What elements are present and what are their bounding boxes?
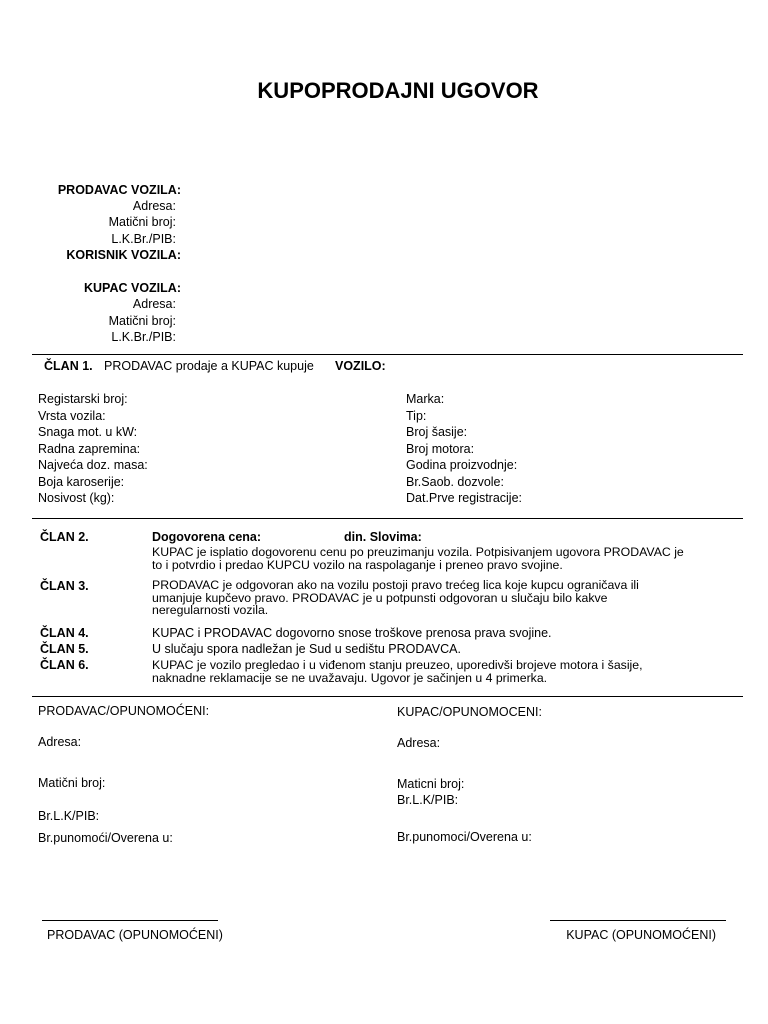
vehicle-left-field: Boja karoserije: [38,475,125,489]
seller-id-label: Matični broj: [108,215,176,229]
seller-signature-label: PRODAVAC (OPUNOMOĆENI) [47,928,223,942]
clan1-text: PRODAVAC prodaje a KUPAC kupuje [104,359,314,373]
clan6-text: KUPAC je vozilo pregledao i u viđenom stanju preuzeo, uporedivši brojeve motora i šasije, naknadne reklamacije se ne uvažavaju. Ugovor je sačinjen u 4 primerka. [152,658,643,685]
clan2-label: ČLAN 2. [40,530,89,544]
buyer-sign-id: Maticni broj: [397,777,465,791]
vehicle-right-field: Dat.Prve registracije: [406,491,523,505]
document-title: KUPOPRODAJNI UGOVOR [257,78,539,103]
divider-2 [32,518,743,519]
seller-sign-id: Matični broj: [38,776,106,790]
clan3-label: ČLAN 3. [40,579,89,593]
vehicle-left-field: Nosivost (kg): [38,491,115,505]
buyer-address-label: Adresa: [132,297,176,311]
vehicle-left-field: Najveća doz. masa: [38,458,148,472]
vehicle-right-field: Broj šasije: [406,425,468,439]
clan4-text: KUPAC i PRODAVAC dogovorno snose troškove prenosa prava svojine. [152,626,552,640]
clan5-text: U slučaju spora nadležan je Sud u sedištu PRODAVCA. [152,642,461,656]
clan2-words: din. Slovima: [344,530,422,544]
seller-sign-heading: PRODAVAC/OPUNOMOĆENI: [38,704,210,718]
clan1-label: ČLAN 1. [44,359,93,373]
seller-lk-label: L.K.Br./PIB: [111,232,176,246]
vehicle-left-field: Registarski broj: [38,392,128,406]
vehicle-right-field: Br.Saob. dozvole: [406,475,504,489]
clan2-price: Dogovorena cena: [152,530,262,544]
buyer-sign-lk: Br.L.K/PIB: [397,793,459,807]
divider-3 [32,696,743,697]
seller-sign-lk: Br.L.K/PIB: [38,809,100,823]
seller-heading: PRODAVAC VOZILA: [57,183,181,197]
vehicle-right-field: Broj motora: [406,442,475,456]
buyer-sign-heading: KUPAC/OPUNOMOCENI: [397,705,542,719]
buyer-heading: KUPAC VOZILA: [84,281,181,295]
clan2-text: KUPAC je isplatio dogovorenu cenu po preuzimanju vozila. Potpisivanjem ugovora PRODAVAC je to i potvrdio i predao KUPCU vozilo na raspolaganje i preneo pravo svojine. [152,545,684,572]
seller-signature-line [42,920,218,921]
buyer-id-label: Matični broj: [108,314,176,328]
vehicle-left-field: Radna zapremina: [38,442,141,456]
seller-sign-address: Adresa: [38,735,82,749]
clan6-label: ČLAN 6. [40,658,89,672]
clan1-vehicle: VOZILO: [335,359,386,373]
buyer-signature-label: KUPAC (OPUNOMOĆENI) [566,928,716,942]
user-heading: KORISNIK VOZILA: [66,248,181,262]
vehicle-right-field: Godina proizvodnje: [406,458,518,472]
seller-address-label: Adresa: [132,199,176,213]
vehicle-right-field: Tip: [406,409,427,423]
buyer-signature-line [550,920,726,921]
seller-sign-proxy: Br.punomoći/Overena u: [38,831,173,845]
vehicle-right-field: Marka: [406,392,445,406]
vehicle-left-field: Vrsta vozila: [38,409,106,423]
clan4-label: ČLAN 4. [40,626,89,640]
clan5-label: ČLAN 5. [40,642,89,656]
divider-1 [32,354,743,355]
buyer-sign-address: Adresa: [397,736,441,750]
vehicle-left-field: Snaga mot. u kW: [38,425,138,439]
clan3-text: PRODAVAC je odgovoran ako na vozilu postoji pravo trećeg lica koje kupcu ograničava ili umanjuje kupčevo pravo. PRODAVAC je u potpunsti odgovoran u slučaju bilo kakve neregularnosti vozila. [152,578,639,618]
buyer-sign-proxy: Br.punomoci/Overena u: [397,830,532,844]
buyer-lk-label: L.K.Br./PIB: [111,330,176,344]
